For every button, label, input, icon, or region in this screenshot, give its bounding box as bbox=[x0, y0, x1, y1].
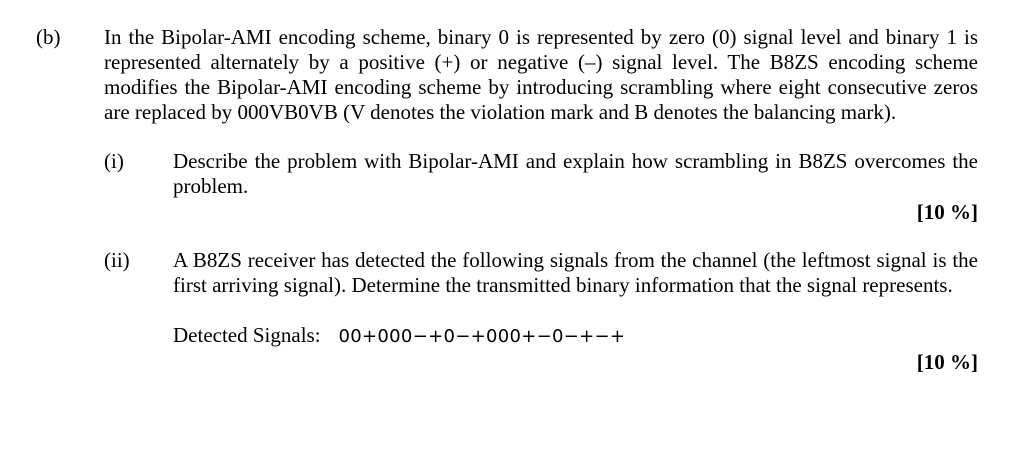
detected-signals-value: 00+000−+0−+000+−0−+−+ bbox=[338, 326, 626, 347]
sub-question-ii-marks: [10 %] bbox=[916, 350, 978, 374]
sub-question-i-text: Describe the problem with Bipolar-AMI and explain how scrambling in B8ZS overcomes the problem. bbox=[173, 149, 978, 198]
sub-question-ii-text: A B8ZS receiver has detected the following signals from the channel (the leftmost signal is the first arriving signal). Determine the transmitted binary information that the signal represents. bbox=[173, 248, 978, 297]
detected-signals-label: Detected Signals: bbox=[173, 323, 321, 347]
sub-question-i-label: (i) bbox=[104, 149, 124, 173]
detected-signals-row bbox=[173, 323, 625, 349]
sub-question-i-marks: [10 %] bbox=[916, 200, 978, 224]
intro-paragraph: In the Bipolar-AMI encoding scheme, binary 0 is represented by zero (0) signal level and binary 1 is represented alternately by a positive (+) or negative (–) signal level. The B8ZS encoding scheme modifies the Bipolar-AMI encoding scheme by introducing scrambling where eight consecutive zeros are replaced by 000VB0VB (V denotes the violation mark and B denotes the balancing mark). bbox=[104, 25, 978, 124]
sub-question-ii-label: (ii) bbox=[104, 248, 130, 272]
part-label: (b) bbox=[36, 25, 61, 49]
